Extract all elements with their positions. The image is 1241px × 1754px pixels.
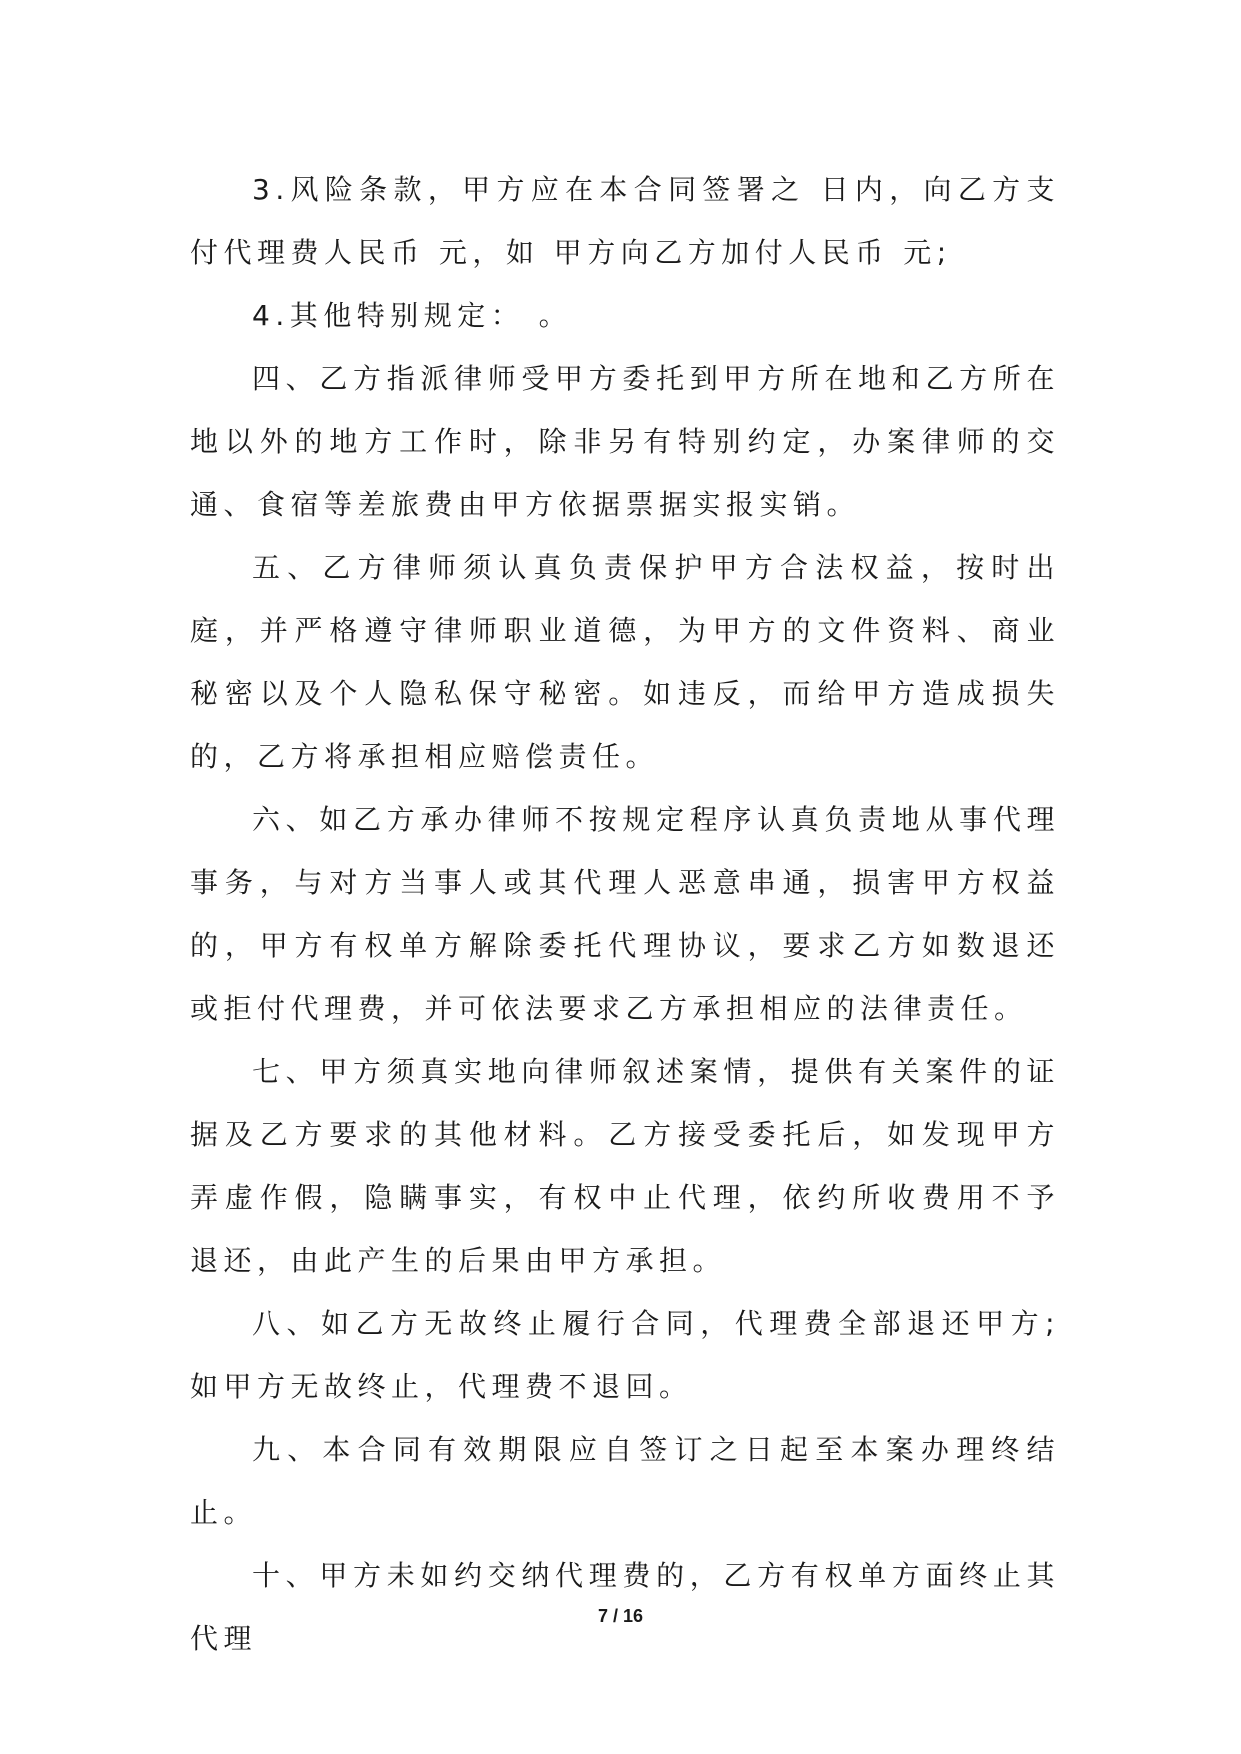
clause-seven-client-duties: 七、甲方须真实地向律师叙述案情，提供有关案件的证据及乙方要求的其他材料。乙方接受委托后，如发现甲方弄虚作假，隐瞒事实，有权中止代理，依约所收费用不予退还，由此产生的后果由甲方承担。: [190, 1055, 1060, 1277]
clause-eight-contract-termination: 八、如乙方无故终止履行合同，代理费全部退还甲方;如甲方无故终止，代理费不退回。: [190, 1307, 1060, 1403]
clause-nine-validity-period: 九、本合同有效期限应自签订之日起至本案办理终结止。: [190, 1433, 1060, 1529]
page-number: 7 / 16: [597, 1606, 644, 1626]
clause-four-travel-expenses: 四、乙方指派律师受甲方委托到甲方所在地和乙方所在地以外的地方工作时，除非另有特别约定，办案律师的交通、食宿等差旅费由甲方依据票据实报实销。: [190, 362, 1060, 521]
clause-six-termination-rights: 六、如乙方承办律师不按规定程序认真负责地从事代理事务，与对方当事人或其代理人恶意串通，损害甲方权益的，甲方有权单方解除委托代理协议，要求乙方如数退还或拒付代理费，并可依法要求乙方承担相应的法律责任。: [190, 803, 1060, 1025]
clause-risk-terms: 3.风险条款，甲方应在本合同签署之 日内，向乙方支付代理费人民币 元，如 甲方向乙方加付人民币 元;: [190, 173, 1060, 269]
clause-five-lawyer-duties: 五、乙方律师须认真负责保护甲方合法权益，按时出庭，并严格遵守律师职业道德，为甲方的文件资料、商业秘密以及个人隐私保守秘密。如违反，而给甲方造成损失的，乙方将承担相应赔偿责任。: [190, 551, 1060, 773]
contract-body: [190, 158, 1060, 1670]
clause-other-provisions: 4.其他特别规定： 。: [252, 299, 573, 332]
clause-ten-fee-default: 十、甲方未如约交纳代理费的，乙方有权单方面终止其代理: [190, 1559, 1060, 1655]
